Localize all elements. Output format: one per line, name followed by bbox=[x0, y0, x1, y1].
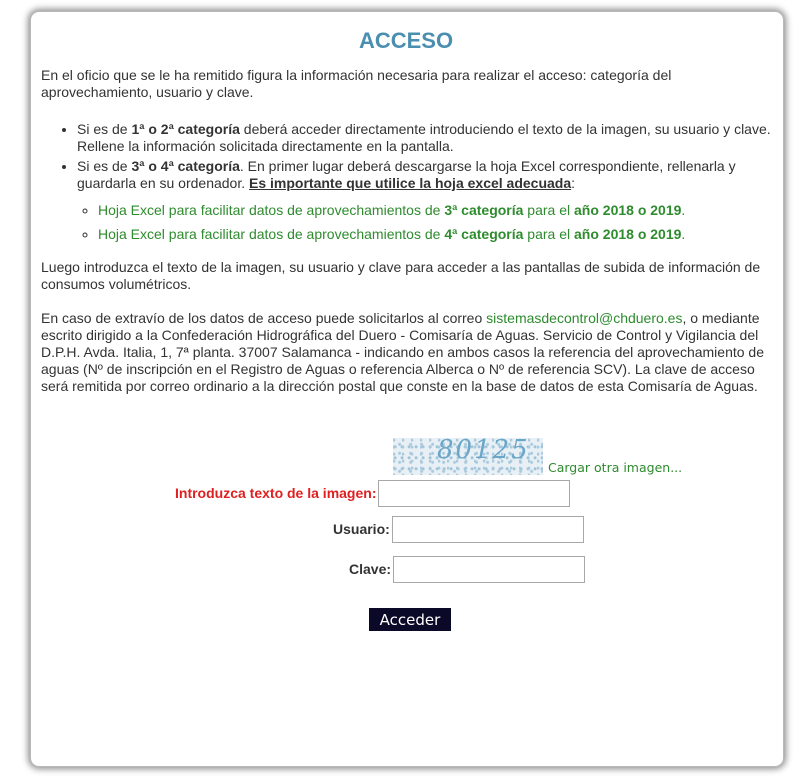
user-input[interactable] bbox=[392, 516, 584, 543]
captcha-code: 80125 bbox=[437, 438, 530, 465]
excel-links bbox=[77, 202, 771, 243]
submit-button[interactable]: Acceder bbox=[369, 608, 451, 631]
captcha-area bbox=[393, 438, 682, 475]
list-item: ◦ Hoja Excel para facilitar datos de aprovechamientos de 3ª categoría para el año 2018 o 2019. bbox=[98, 202, 771, 219]
contact-email-link[interactable]: sistemasdecontrol@chduero.es bbox=[486, 310, 683, 326]
list-item-cat-3-4: • Si es de 3ª o 4ª categoría. En primer lugar deberá descargarse la hoja Excel correspondiente, rellenarla y guardarla en su ordenador. Es importante que utilice la hoja excel adecuada: ◦ Hoja Excel para facilitar datos de aprovechamientos de 3ª categoría para el año 2018 o 2019. ◦ Hoja Excel para facilitar datos de aprovechamientos de 4ª categoría para el año 2018 o 2019. bbox=[77, 158, 771, 243]
list-item-cat-1-2: • Si es de 1ª o 2ª categoría deberá acceder directamente introduciendo el texto de la imagen, su usuario y clave. Rellene la información solicitada directamente en la pantalla. bbox=[77, 121, 771, 155]
captcha-image bbox=[393, 438, 543, 475]
access-panel bbox=[31, 12, 783, 766]
excel-link-cat-4[interactable]: Hoja Excel para facilitar datos de aprovechamientos de 4ª categoría para el año 2018 o 2019 bbox=[98, 226, 682, 242]
instructions-text: Luego introduzca el texto de la imagen, su usuario y clave para acceder a las pantallas de subida de información de consumos volumétricos. bbox=[41, 259, 761, 292]
captcha-row bbox=[175, 480, 570, 507]
list-item: ◦ Hoja Excel para facilitar datos de aprovechamientos de 4ª categoría para el año 2018 o 2019. bbox=[98, 226, 771, 243]
user-row bbox=[333, 516, 584, 543]
lost-credentials-text: En caso de extravío de los datos de acceso puede solicitarlos al correo sistemasdecontrol@chduero.es, o mediante escrito dirigido a la Confederación Hidrográfica del Duero - Comisaría de Aguas. Servicio de Control y Vigilancia del D.P.H. Avda. Italia, 1, 7ª planta. 37007 Salamanca - indicando en ambos casos la referencia del aprovechamiento de aguas (Nº de inscripción en el Registro de Aguas o referencia Alberca o Nº de referencia SCV). La clave de acceso será remitida por correo ordinario a la dirección postal que conste en la base de datos de esta Comisaría de Aguas. bbox=[41, 310, 765, 394]
reload-captcha-link[interactable]: Cargar otra imagen... bbox=[548, 460, 683, 475]
important-note: Es importante que utilice la hoja excel adecuada bbox=[249, 175, 572, 191]
password-row bbox=[349, 556, 585, 583]
intro-text: En el oficio que se le ha remitido figura la información necesaria para realizar el acceso: categoría del aprovechamiento, usuario y clave. bbox=[41, 67, 672, 100]
captcha-input[interactable] bbox=[378, 480, 570, 507]
user-label: Usuario: bbox=[333, 521, 390, 537]
page-title: ACCESO bbox=[358, 28, 454, 53]
password-label: Clave: bbox=[349, 561, 392, 577]
password-input[interactable] bbox=[393, 556, 585, 583]
excel-link-cat-3[interactable]: Hoja Excel para facilitar datos de aprovechamientos de 3ª categoría para el año 2018 o 2019 bbox=[98, 202, 682, 218]
category-list bbox=[41, 121, 771, 243]
captcha-label: Introduzca texto de la imagen: bbox=[175, 485, 377, 501]
